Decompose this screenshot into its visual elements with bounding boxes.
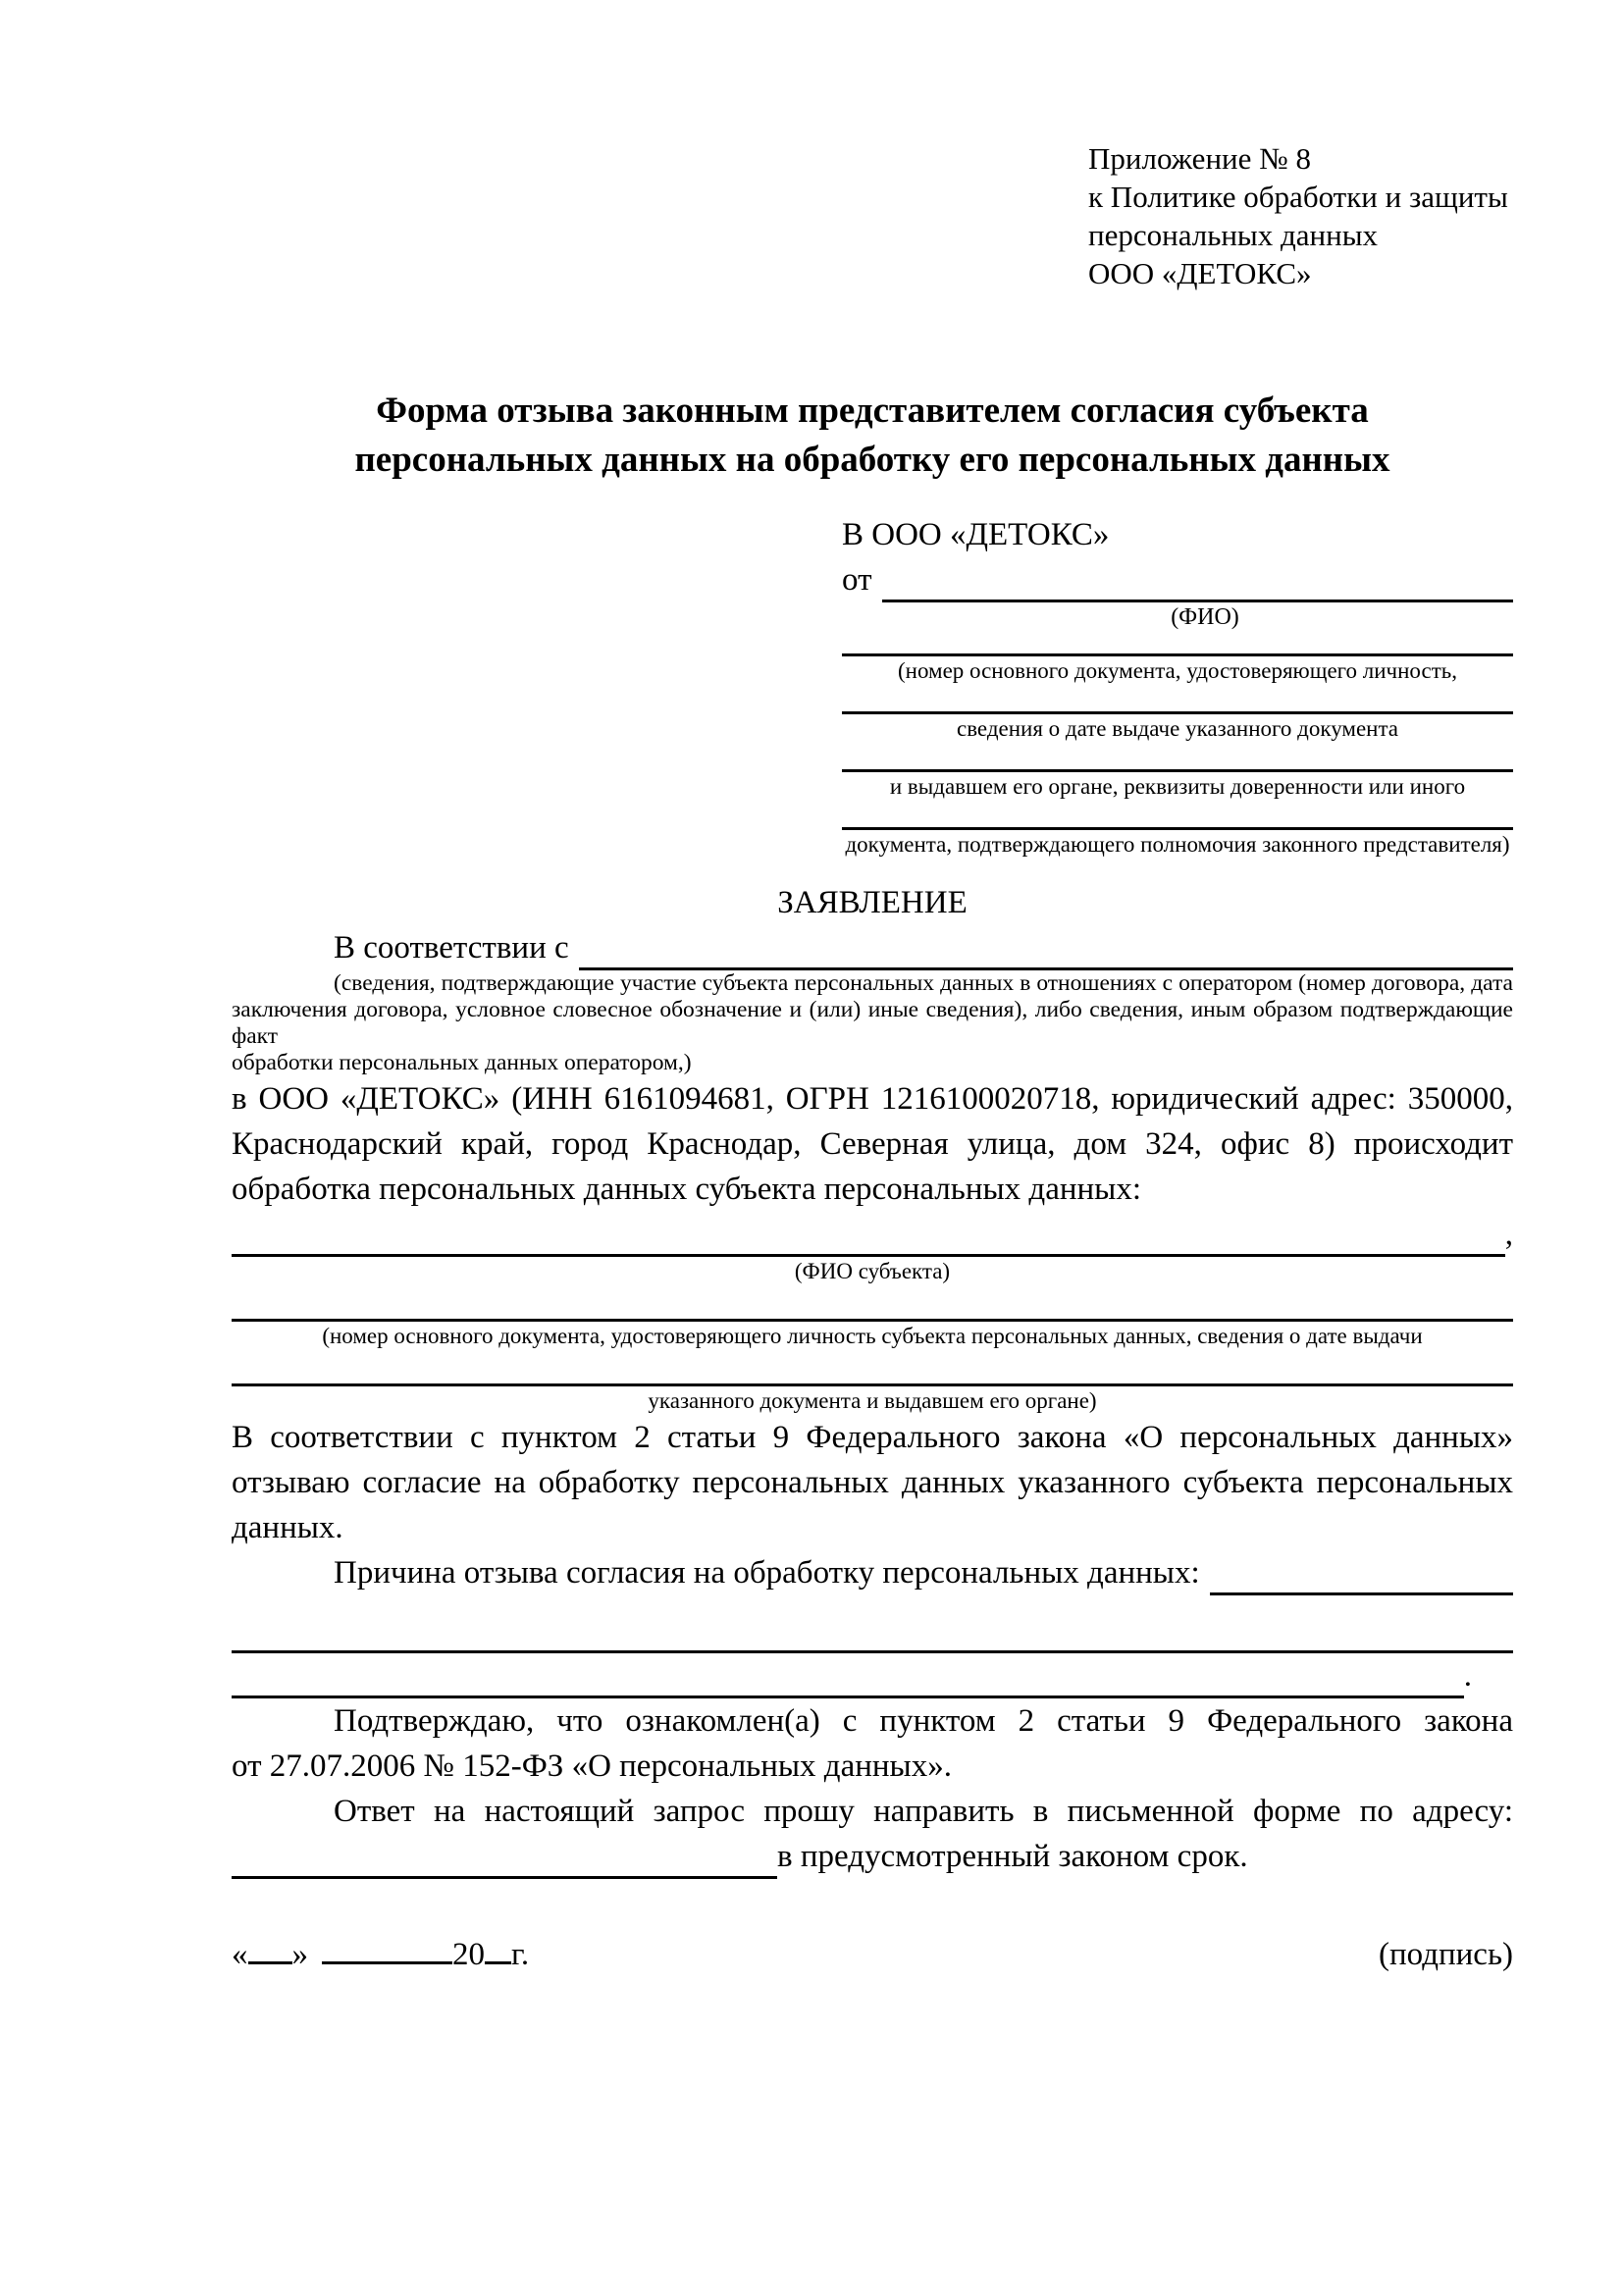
appendix-line-2: к Политике обработки и защиты	[1088, 180, 1508, 214]
subject-doc-caption-2: указанного документа и выдавшем его органе)	[648, 1388, 1097, 1413]
blank-line	[842, 748, 1513, 772]
representative-doc-row-4	[842, 806, 1513, 859]
reply-address-row	[232, 1834, 1513, 1879]
appendix-line-1: Приложение № 8	[1088, 141, 1311, 176]
basis-blank-line	[579, 928, 1513, 970]
operator-line-3: обработка персональных данных субъекта персональных данных:	[232, 1172, 1141, 1207]
form-title	[232, 387, 1513, 485]
representative-doc-row-2	[842, 690, 1513, 743]
reason-blank-row-3	[232, 1653, 1513, 1698]
form-title-line-1: Форма отзыва законным представителем согласия субъекта	[376, 391, 1369, 431]
doc-caption-3: и выдавшем его органе, реквизиты доверенности или иного	[889, 774, 1466, 799]
subject-doc-caption-1: (номер основного документа, удостоверяющего личность субъекта персональных данных, сведения о дате выдачи	[322, 1324, 1423, 1348]
date-field	[232, 1928, 529, 1977]
month-blank-line	[322, 1928, 452, 1964]
addressee-block	[842, 512, 1513, 859]
fio-blank-line	[882, 560, 1514, 602]
subject-fio-row	[232, 1212, 1513, 1257]
address-blank-line	[232, 1837, 777, 1879]
subject-fio-blank-line	[232, 1215, 1505, 1257]
withdraw-line-1: В соответствии с пунктом 2 статьи 9 Федерального закона «О персональных данных»	[232, 1420, 1513, 1455]
basis-footnote-line-1: (сведения, подтверждающие участие субъекта персональных данных в отношениях с оператором (номер договора, дата	[334, 970, 1513, 996]
appendix-note	[1088, 139, 1513, 292]
operator-line-2: Краснодарский край, город Краснодар, Северная улица, дом 324, офис 8) происходит	[232, 1126, 1513, 1162]
quote-close: »	[291, 1937, 308, 1972]
subject-doc-blank-line-2	[232, 1360, 1513, 1386]
operator-line-1: в ООО «ДЕТОКС» (ИНН 6161094681, ОГРН 1216100020718, юридический адрес: 350000,	[232, 1081, 1513, 1117]
subject-doc-blank-line-1	[232, 1295, 1513, 1322]
reason-period: .	[1463, 1658, 1472, 1694]
blank-line	[842, 632, 1513, 656]
reason-blank-line-1	[1210, 1553, 1513, 1595]
doc-caption-4: документа, подтверждающего полномочия законного представителя)	[845, 832, 1510, 857]
basis-footnote-line-3: обработки персональных данных оператором,)	[232, 1050, 692, 1075]
intro-row	[232, 925, 1513, 970]
intro-label: В соответствии с	[334, 930, 569, 965]
signature-caption: (подпись)	[1379, 1937, 1513, 1972]
operator-paragraph	[232, 1076, 1513, 1212]
reply-paragraph	[232, 1789, 1513, 1879]
basis-footnote	[232, 970, 1513, 1076]
addressee-from-row	[842, 557, 1513, 602]
doc-caption-2: сведения о дате выдаче указанного документа	[956, 716, 1399, 741]
quote-open: «	[232, 1937, 248, 1972]
year-prefix: 20	[452, 1937, 485, 1972]
appendix-line-3: персональных данных	[1088, 218, 1379, 252]
basis-footnote-line-2: заключения договора, условное словесное обозначение и (или) иные сведения), либо сведения, иным образом подтверждающие факт	[232, 997, 1513, 1049]
reason-blank-line-2	[232, 1617, 1513, 1653]
day-blank-line	[248, 1928, 292, 1964]
withdraw-paragraph	[232, 1415, 1513, 1550]
addressee-to: В ООО «ДЕТОКС»	[842, 517, 1110, 552]
confirm-line-2: от 27.07.2006 № 152-ФЗ «О персональных данных».	[232, 1748, 952, 1784]
fio-caption: (ФИО)	[1171, 604, 1239, 630]
representative-doc-row-1	[842, 632, 1513, 685]
confirm-line-1: Подтверждаю, что ознакомлен(а) с пунктом 2 статьи 9 Федерального закона	[334, 1703, 1513, 1739]
reply-line-2-text: в предусмотренный законом срок.	[777, 1839, 1248, 1874]
blank-line	[842, 806, 1513, 830]
withdraw-line-3: данных.	[232, 1510, 343, 1545]
year-blank-line	[485, 1928, 511, 1964]
doc-caption-1: (номер основного документа, удостоверяющего личность,	[897, 658, 1457, 683]
from-label: от	[842, 562, 872, 598]
reply-line-1: Ответ на настоящий запрос прошу направить в письменной форме по адресу:	[334, 1794, 1513, 1829]
confirm-paragraph	[232, 1698, 1513, 1789]
subject-fio-comma: ,	[1504, 1217, 1513, 1252]
blank-line	[842, 690, 1513, 714]
reason-label: Причина отзыва согласия на обработку персональных данных:	[334, 1555, 1200, 1591]
representative-doc-row-3	[842, 748, 1513, 801]
form-title-line-2: персональных данных на обработку его персональных данных	[354, 440, 1390, 480]
withdraw-line-2: отзываю согласие на обработку персональных данных указанного субъекта персональных	[232, 1465, 1513, 1500]
appendix-line-4: ООО «ДЕТОКС»	[1088, 256, 1312, 290]
signature-field	[967, 1932, 1513, 1977]
year-suffix: г.	[511, 1937, 530, 1972]
statement-heading: ЗАЯВЛЕНИЕ	[777, 885, 968, 920]
reason-row	[232, 1550, 1513, 1595]
signature-row	[232, 1928, 1513, 1977]
reason-blank-line-3	[232, 1656, 1464, 1698]
subject-fio-caption: (ФИО субъекта)	[794, 1259, 951, 1283]
